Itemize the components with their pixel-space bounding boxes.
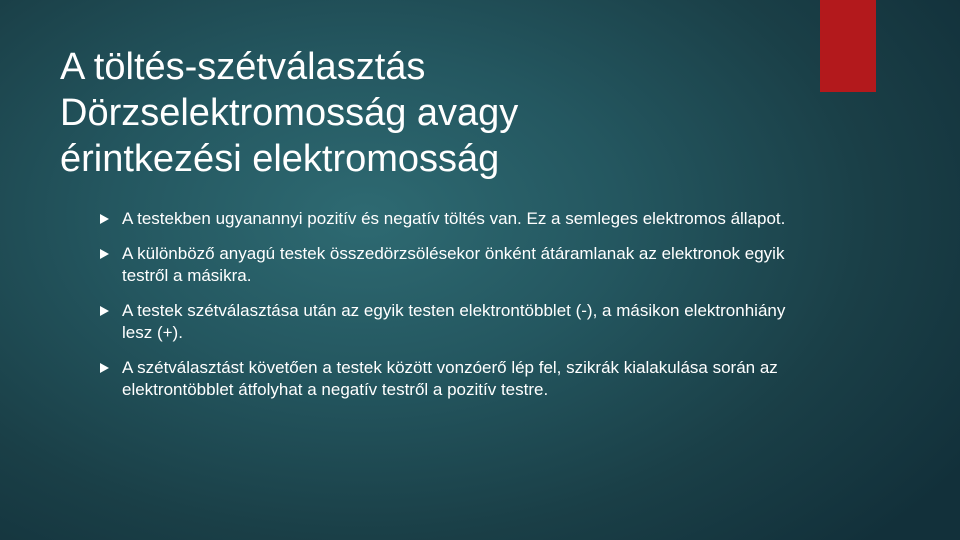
bullet-text: A testek szétválasztása után az egyik testen elektrontöbblet (-), a másikon elektronhiány lesz (+). <box>122 301 786 342</box>
bullet-list <box>100 208 800 414</box>
triangle-right-icon <box>100 363 109 373</box>
triangle-right-icon <box>100 306 109 316</box>
triangle-right-icon <box>100 249 109 259</box>
bullet-item <box>100 300 800 344</box>
title-line-1: A töltés-szétválasztás <box>60 46 426 88</box>
triangle-right-icon <box>100 214 109 224</box>
accent-bar <box>820 0 876 92</box>
bullet-item <box>100 357 800 401</box>
bullet-text: A különböző anyagú testek összedörzsölésekor önként átáramlanak az elektronok egyik testről a másikra. <box>122 244 785 285</box>
bullet-item <box>100 208 800 230</box>
slide-title <box>60 44 800 182</box>
title-line-3: érintkezési elektromosság <box>60 138 500 180</box>
bullet-text: A szétválasztást követően a testek között vonzóerő lép fel, szikrák kialakulása során az elektrontöbblet átfolyhat a negatív testről a pozitív testre. <box>122 358 778 399</box>
bullet-text: A testekben ugyanannyi pozitív és negatív töltés van. Ez a semleges elektromos állapot. <box>122 209 786 228</box>
bullet-item <box>100 243 800 287</box>
title-line-2: Dörzselektromosság avagy <box>60 92 519 134</box>
